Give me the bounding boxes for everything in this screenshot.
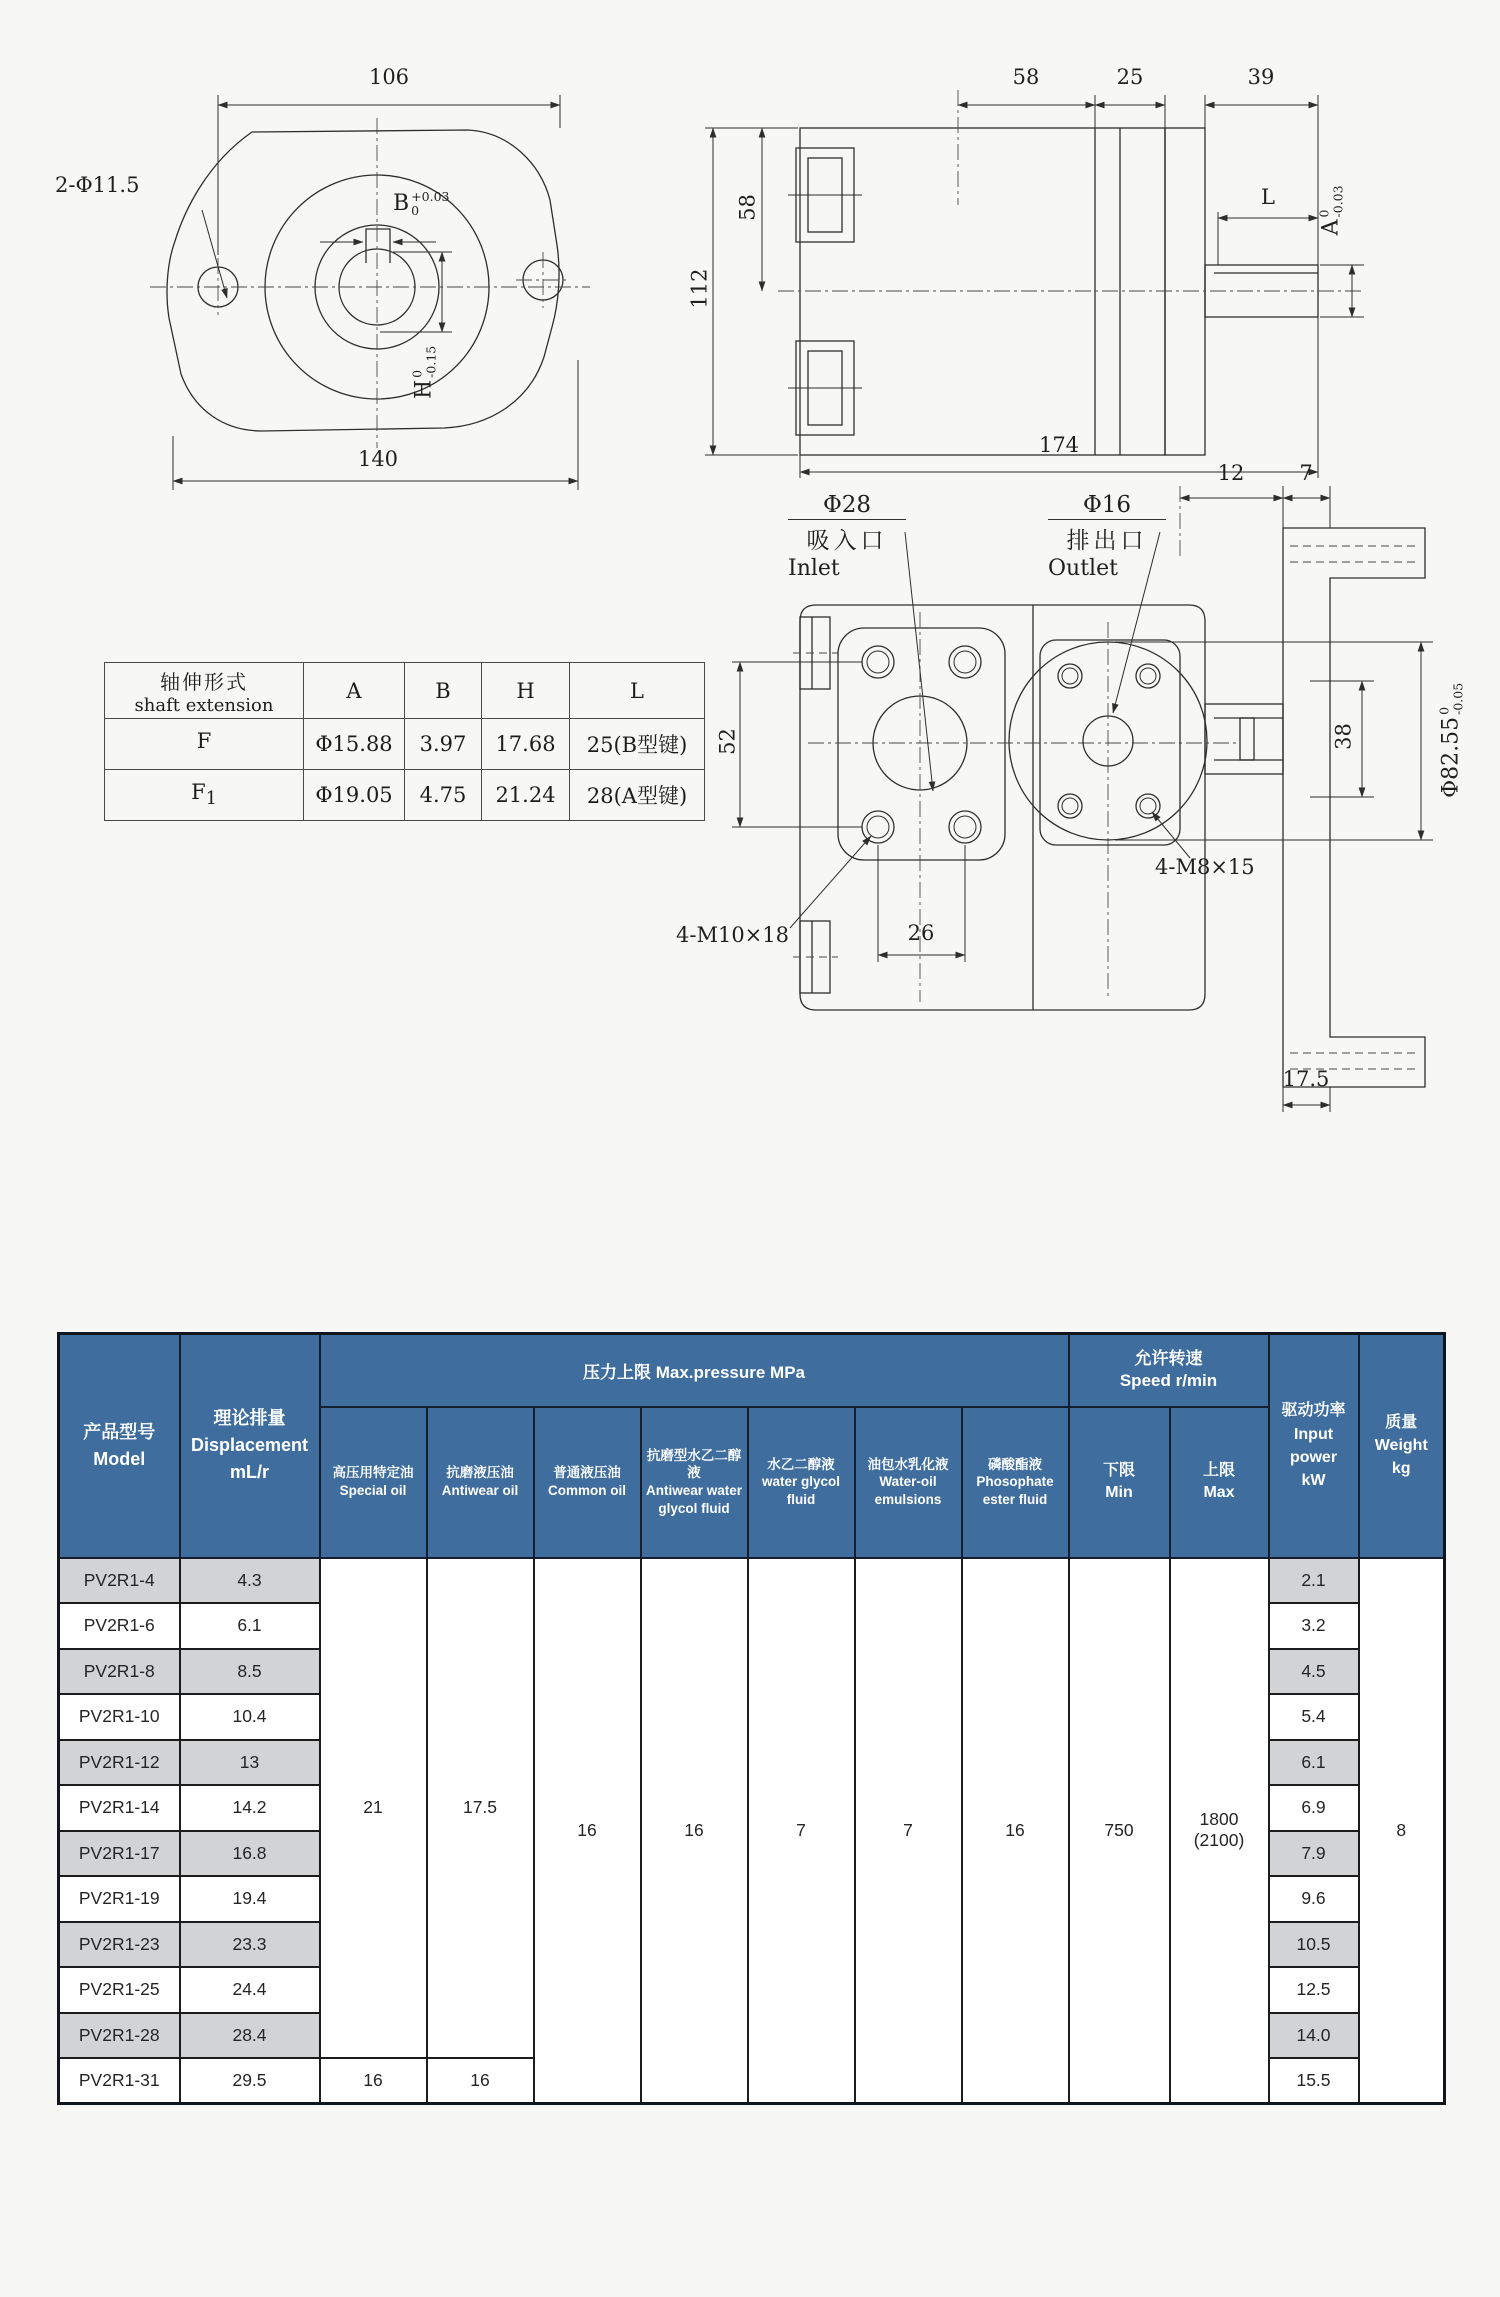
front-view-drawing <box>150 95 590 490</box>
fluid-cn: 磷酸酯液 <box>988 1456 1042 1472</box>
fluid-header-water-glycol <box>748 1407 855 1558</box>
speed-max-value: 1800 <box>1199 1809 1239 1830</box>
shaft-type: F <box>191 780 206 805</box>
shaft-type-cell <box>105 719 304 770</box>
fluid-cn: 普通液压油 <box>553 1465 621 1481</box>
power-cell: 12.5 <box>1269 1967 1359 2013</box>
side-total-height-dim: 112 <box>687 268 712 309</box>
inlet-label-cn: 吸入口 <box>806 528 888 554</box>
water-glycol-merged-cell: 7 <box>748 1558 855 2104</box>
key-width-tolerance <box>393 190 449 219</box>
outlet-bolts-label: 4-M8×15 <box>1155 855 1255 879</box>
displacement-header-en: Displacement <box>190 1435 309 1456</box>
col-b-header: B <box>405 663 482 719</box>
inlet-bolts-label: 4-M10×18 <box>676 923 789 947</box>
fluid-en: Special oil <box>339 1483 407 1498</box>
special-oil-merged-cell: 21 <box>320 1558 427 2059</box>
outlet-callout <box>1048 492 1166 581</box>
power-header-unit: kW <box>1301 1471 1326 1489</box>
antiwear-oil-merged-cell: 17.5 <box>427 1558 534 2059</box>
power-column-header <box>1269 1334 1359 1558</box>
col-a-header: A <box>304 663 405 719</box>
weight-column-header <box>1359 1334 1445 1558</box>
max-en: Max <box>1203 1484 1235 1501</box>
port-dim-38: 38 <box>1331 723 1356 750</box>
special-oil-cell: 16 <box>320 2058 427 2104</box>
model-cell: PV2R1-31 <box>59 2058 180 2104</box>
inlet-callout <box>788 492 906 581</box>
model-cell: PV2R1-17 <box>59 1831 180 1877</box>
power-cell: 2.1 <box>1269 1558 1359 1604</box>
displacement-cell: 8.5 <box>180 1649 320 1695</box>
key-width-sup: +0.03 <box>411 189 450 204</box>
shaft-dia-letter: A <box>1318 219 1344 236</box>
fluid-header-special-oil <box>320 1407 427 1558</box>
shaft-key-length-label: L <box>1261 185 1275 209</box>
fluid-en: Phosophate ester fluid <box>976 1474 1054 1507</box>
displacement-header-unit: mL/r <box>229 1462 269 1483</box>
pressure-header-cn: 压力上限 <box>582 1362 651 1382</box>
spigot-dia-sub: -0.05 <box>1451 682 1466 715</box>
power-header-cn: 驱动功率 <box>1281 1402 1346 1420</box>
power-cell: 14.0 <box>1269 2013 1359 2059</box>
key-height-sub: -0.15 <box>424 345 439 378</box>
fluid-cn: 高压用特定油 <box>332 1465 414 1481</box>
power-cell: 6.9 <box>1269 1785 1359 1831</box>
common-oil-merged-cell: 16 <box>534 1558 641 2104</box>
power-cell: 6.1 <box>1269 1740 1359 1786</box>
spigot-dia-tolerance <box>1438 665 1467 815</box>
weight-header-unit: kg <box>1391 1460 1411 1478</box>
shaft-table-header-row <box>105 663 705 719</box>
model-cell: PV2R1-8 <box>59 1649 180 1695</box>
fluid-header-antiwear-oil <box>427 1407 534 1558</box>
fluid-cn: 抗磨型水乙二醇液 <box>646 1447 742 1481</box>
model-cell: PV2R1-14 <box>59 1785 180 1831</box>
displacement-cell: 29.5 <box>180 2058 320 2104</box>
power-cell: 4.5 <box>1269 1649 1359 1695</box>
fluid-en: Antiwear water glycol fluid <box>645 1483 743 1516</box>
shaft-type-sub: 1 <box>205 789 217 810</box>
port-dim-7: 7 <box>1299 461 1313 485</box>
displacement-cell: 24.4 <box>180 1967 320 2013</box>
side-half-height-dim: 58 <box>735 194 760 221</box>
fluid-header-phosphate <box>962 1407 1069 1558</box>
value-l: 28(A型键) <box>570 770 705 821</box>
displacement-cell: 10.4 <box>180 1694 320 1740</box>
port-dim-52: 52 <box>715 728 740 755</box>
speed-header-en: Speed r/min <box>1119 1371 1218 1391</box>
mount-holes-label: 2-Φ11.5 <box>55 173 140 197</box>
model-cell: PV2R1-6 <box>59 1603 180 1649</box>
pressure-group-header <box>320 1334 1069 1407</box>
outlet-label-en: Outlet <box>1048 556 1118 581</box>
power-cell: 5.4 <box>1269 1694 1359 1740</box>
fluid-header-common-oil <box>534 1407 641 1558</box>
displacement-cell: 16.8 <box>180 1831 320 1877</box>
displacement-header-cn: 理论排量 <box>213 1408 286 1429</box>
displacement-cell: 13 <box>180 1740 320 1786</box>
shaft-dia-tolerance <box>1318 150 1347 270</box>
min-cn: 下限 <box>1102 1462 1135 1480</box>
power-cell: 3.2 <box>1269 1603 1359 1649</box>
emulsion-merged-cell: 7 <box>855 1558 962 2104</box>
inlet-label-en: Inlet <box>788 556 840 581</box>
speed-max-header <box>1170 1407 1269 1558</box>
weight-merged-cell: 8 <box>1359 1558 1445 2104</box>
outlet-diameter: Φ16 <box>1048 492 1166 520</box>
key-height-tolerance <box>411 297 440 447</box>
displacement-column-header <box>180 1334 320 1558</box>
value-b: 3.97 <box>405 719 482 770</box>
displacement-cell: 19.4 <box>180 1876 320 1922</box>
model-header-cn: 产品型号 <box>83 1421 156 1442</box>
value-h: 21.24 <box>482 770 570 821</box>
speed-min-header <box>1069 1407 1170 1558</box>
shaft-form-cn: 轴伸形式 <box>160 669 248 694</box>
fluid-cn: 油包水乳化液 <box>867 1456 949 1472</box>
spigot-dia-letter: Φ82.55 <box>1438 716 1464 798</box>
weight-header-en: Weight <box>1374 1437 1428 1455</box>
model-cell: PV2R1-23 <box>59 1922 180 1968</box>
fluid-cn: 水乙二醇液 <box>767 1456 835 1472</box>
shaft-dia-sup: 0 <box>1316 209 1332 218</box>
speed-header-cn: 允许转速 <box>1134 1349 1203 1369</box>
shaft-type-cell <box>105 770 304 821</box>
header-row-groups <box>59 1334 1445 1407</box>
key-height-sup: 0 <box>409 369 425 378</box>
model-cell: PV2R1-28 <box>59 2013 180 2059</box>
side-view-drawing <box>705 90 1364 478</box>
value-b: 4.75 <box>405 770 482 821</box>
table-row <box>105 719 705 770</box>
speed-min-merged-cell: 750 <box>1069 1558 1170 2104</box>
side-shaft-len-dim: 39 <box>1247 65 1275 89</box>
antiwear-glycol-merged-cell: 16 <box>641 1558 748 2104</box>
value-a: Φ19.05 <box>304 770 405 821</box>
power-cell: 9.6 <box>1269 1876 1359 1922</box>
displacement-cell: 6.1 <box>180 1603 320 1649</box>
model-column-header <box>59 1334 180 1558</box>
pressure-header-en: Max.pressure MPa <box>655 1362 806 1382</box>
displacement-cell: 28.4 <box>180 2013 320 2059</box>
value-l: 25(B型键) <box>570 719 705 770</box>
power-cell: 10.5 <box>1269 1922 1359 1968</box>
value-h: 17.68 <box>482 719 570 770</box>
power-cell: 7.9 <box>1269 1831 1359 1877</box>
fluid-en: Antiwear oil <box>441 1483 519 1498</box>
model-cell: PV2R1-12 <box>59 1740 180 1786</box>
power-cell: 15.5 <box>1269 2058 1359 2104</box>
speed-max-alt: (2100) <box>1193 1830 1245 1851</box>
front-width-bottom-dim: 140 <box>357 447 399 471</box>
min-en: Min <box>1105 1484 1133 1501</box>
antiwear-oil-cell: 16 <box>427 2058 534 2104</box>
fluid-en: Water-oil emulsions <box>874 1474 942 1507</box>
outlet-label-cn: 排出口 <box>1066 528 1148 554</box>
model-cell: PV2R1-4 <box>59 1558 180 1604</box>
shaft-form-header <box>105 663 304 719</box>
fluid-cn: 抗磨液压油 <box>446 1465 514 1481</box>
fluid-en: Common oil <box>548 1483 626 1498</box>
table-row <box>59 1558 1445 1604</box>
port-dim-17-5: 17.5 <box>1282 1067 1330 1091</box>
displacement-cell: 4.3 <box>180 1558 320 1604</box>
phosphate-merged-cell: 16 <box>962 1558 1069 2104</box>
speed-group-header <box>1069 1334 1269 1407</box>
spigot-dia-sup: 0 <box>1436 706 1452 715</box>
front-width-dim: 106 <box>368 65 410 89</box>
key-width-sub: 0 <box>411 203 420 219</box>
side-flange-dim: 25 <box>1116 65 1144 89</box>
inlet-diameter: Φ28 <box>788 492 906 520</box>
side-total-length-dim: 174 <box>1038 433 1080 457</box>
port-dim-26: 26 <box>907 921 935 945</box>
col-h-header: H <box>482 663 570 719</box>
max-cn: 上限 <box>1202 1462 1235 1480</box>
fluid-header-antiwear-glycol <box>641 1407 748 1558</box>
weight-header-cn: 质量 <box>1385 1413 1418 1431</box>
model-header-en: Model <box>93 1448 146 1469</box>
model-cell: PV2R1-19 <box>59 1876 180 1922</box>
shaft-form-en: shaft extension <box>134 694 274 716</box>
model-cell: PV2R1-25 <box>59 1967 180 2013</box>
col-l-header: L <box>570 663 705 719</box>
table-row <box>105 770 705 821</box>
speed-max-merged-cell <box>1170 1558 1269 2104</box>
shaft-extension-table <box>104 662 705 821</box>
fluid-header-emulsion <box>855 1407 962 1558</box>
power-header-en: Input power <box>1289 1425 1338 1466</box>
port-dim-12: 12 <box>1217 461 1245 485</box>
shaft-type: F <box>196 729 212 754</box>
shaft-dia-sub: -0.03 <box>1331 185 1346 218</box>
displacement-cell: 14.2 <box>180 1785 320 1831</box>
value-a: Φ15.88 <box>304 719 405 770</box>
model-cell: PV2R1-10 <box>59 1694 180 1740</box>
specification-table <box>57 1332 1446 2105</box>
key-width-letter: B <box>393 191 410 217</box>
side-body-top-dim: 58 <box>1012 65 1040 89</box>
displacement-cell: 23.3 <box>180 1922 320 1968</box>
fluid-en: water glycol fluid <box>761 1474 841 1507</box>
key-height-letter: H <box>411 379 437 399</box>
